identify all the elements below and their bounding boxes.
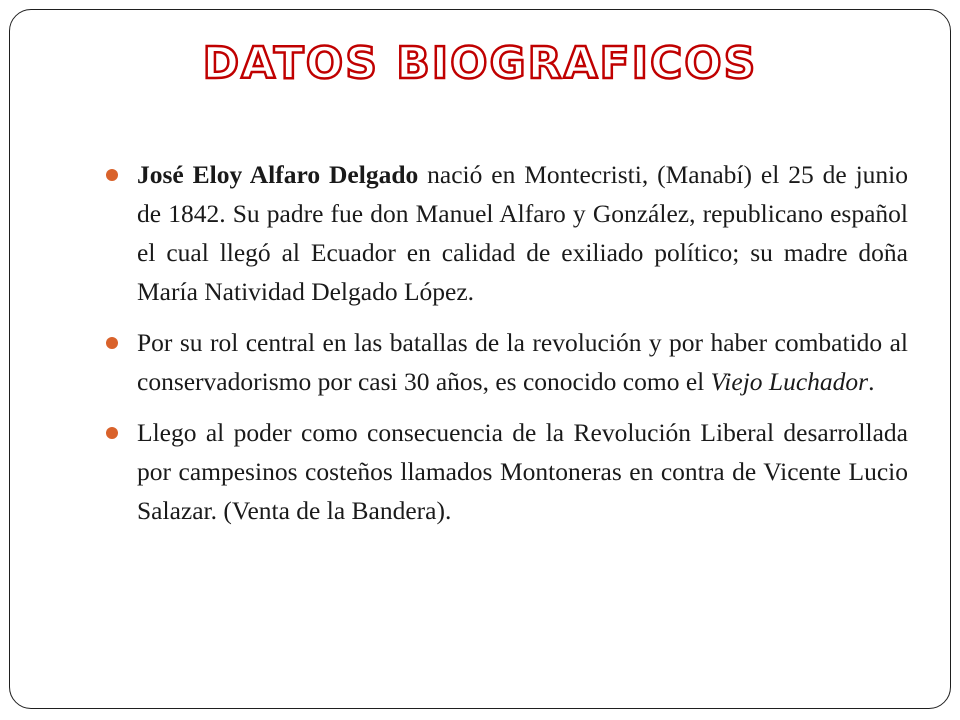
bullet-dot-icon [106, 169, 118, 181]
person-name: José Eloy Alfaro Delgado [137, 160, 419, 189]
bullet-text: nació en Montecristi, (Manabí) el 25 de junio de 1842. Su padre fue don Manuel Alfaro y González, republicano español el cual llegó al Ecuador en calidad de exiliado político; su madre doña María Natividad Delgado López. [137, 160, 908, 306]
bullet-end: . [868, 367, 875, 396]
bullet-dot-icon [106, 427, 118, 439]
bullet-item-nickname [104, 323, 908, 401]
bullet-dot-icon [106, 337, 118, 349]
slide-title: DATOS BIOGRAFICOS [202, 38, 758, 89]
bullet-item-power [104, 413, 908, 530]
bullet-item-birth [104, 155, 908, 311]
nickname-text: Viejo Luchador [710, 367, 869, 396]
bullet-list [104, 155, 908, 542]
bullet-text: Por su rol central en las batallas de la revolución y por haber combatido al conservadorismo por casi 30 años, es conocido como el [137, 328, 908, 396]
bullet-text: Llego al poder como consecuencia de la Revolución Liberal desarrollada por campesinos costeños llamados Montoneras en contra de Vicente Lucio Salazar. (Venta de la Bandera). [137, 418, 908, 525]
